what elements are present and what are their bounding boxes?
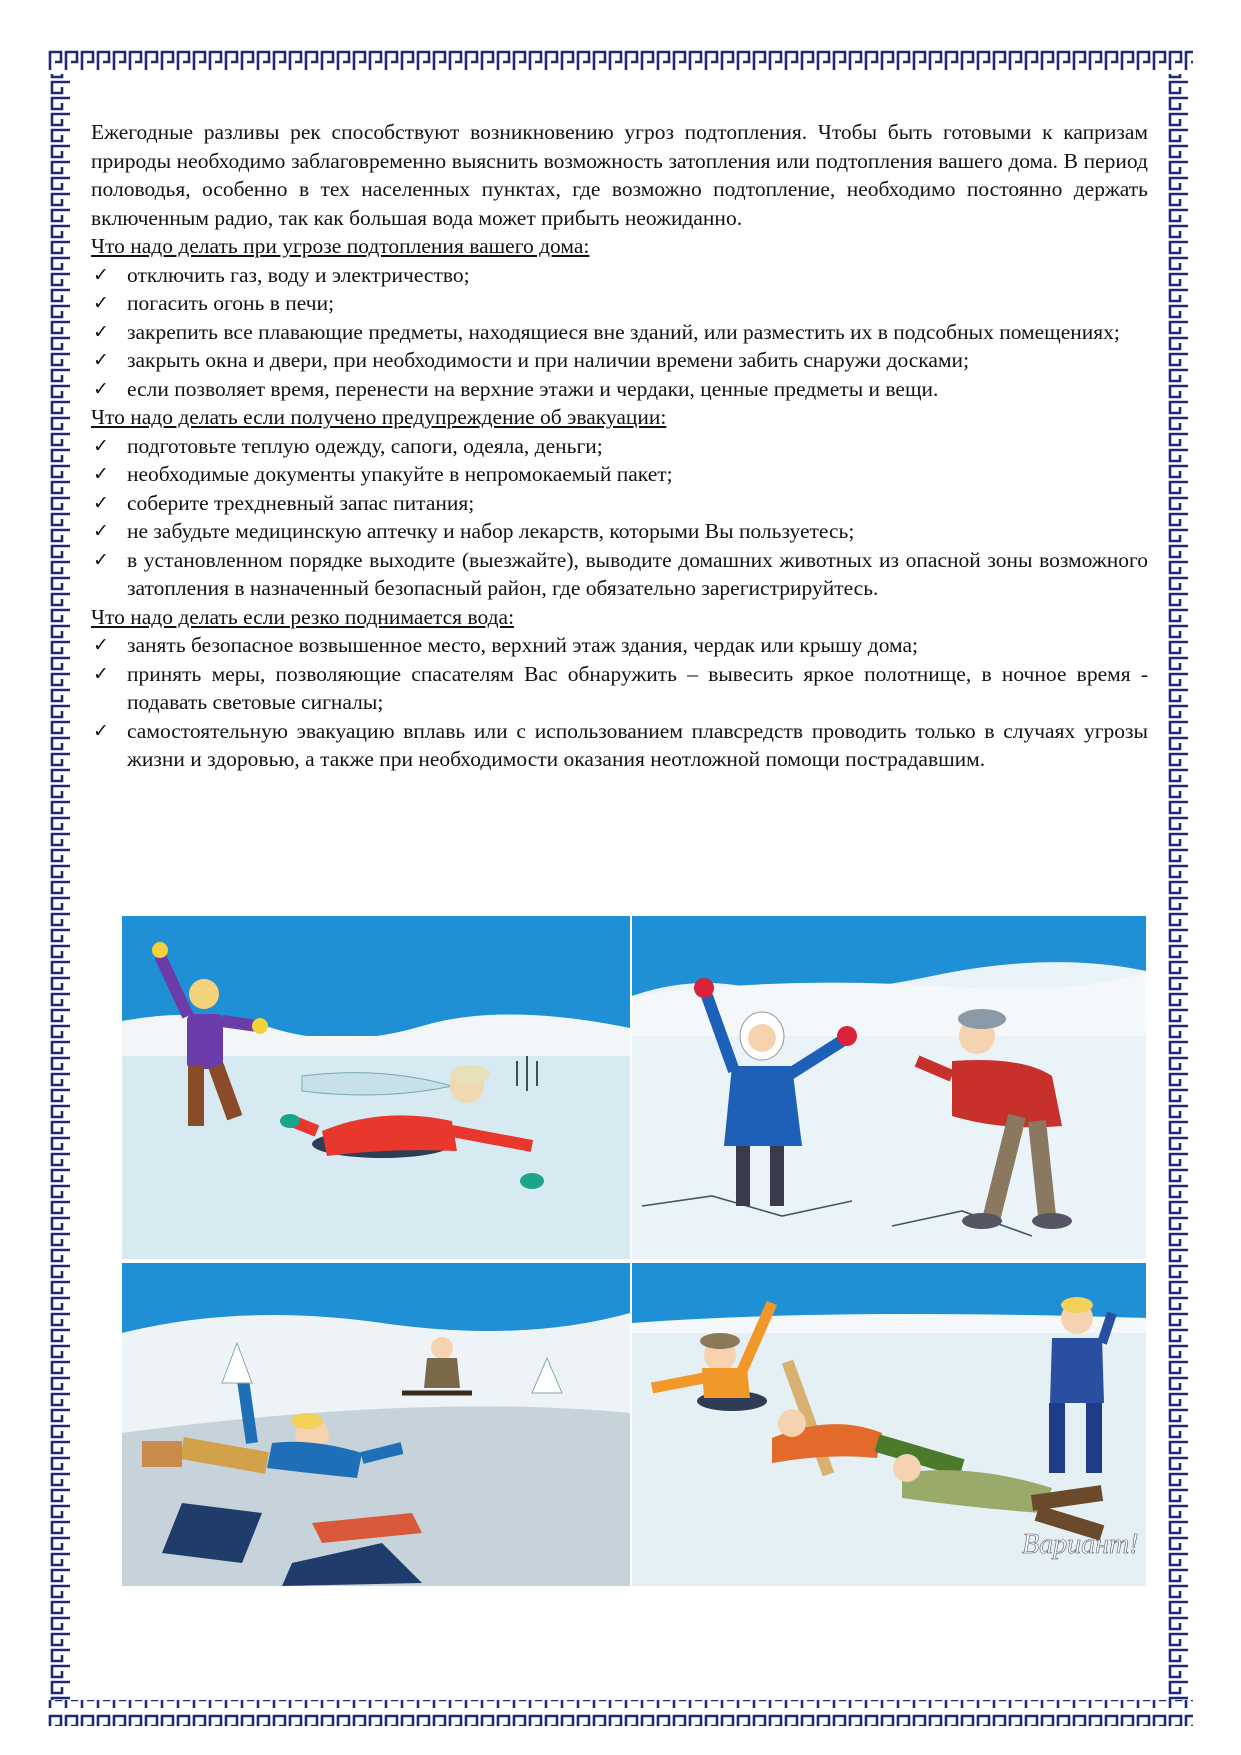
- illustration-cracking-ice: [632, 916, 1146, 1259]
- list-item: ✓ закрыть окна и двери, при необходимости и при наличии времени забить снаружи досками;: [91, 346, 1148, 375]
- list-item: ✓ если позволяет время, перенести на верхние этажи и чердаки, ценные предметы и вещи.: [91, 375, 1148, 404]
- list-item: ✓ подготовьте теплую одежду, сапоги, одеяла, деньги;: [91, 432, 1148, 461]
- checkmark-icon: ✓: [93, 548, 109, 571]
- watermark-text: Вариант!: [1022, 1529, 1139, 1560]
- list-item: ✓ самостоятельную эвакуацию вплавь или с использованием плавсредств проводить только в случаях угрозы жизни и здоровью, а также при необходимости оказания неотложной помощи пострадавшим.: [91, 717, 1148, 774]
- list-item: ✓ необходимые документы упакуйте в непромокаемый пакет;: [91, 460, 1148, 489]
- illustration-ice-rescue: [632, 1263, 1146, 1586]
- intro-paragraph: Ежегодные разливы рек способствуют возникновению угроз подтопления. Чтобы быть готовыми к капризам природы необходимо заблаговременно выяснить возможность затопления или подтопления вашего дома. В период половодья, особенно в тех населенных пунктах, где возможно подтопление, необходимо постоянно держать включенным радио, так как большая вода может прибыть неожиданно.: [91, 120, 1148, 230]
- illustration-fell-through-ice: [122, 916, 630, 1259]
- document-body: [91, 118, 1148, 774]
- list-item: ✓ закрепить все плавающие предметы, находящиеся вне зданий, или разместить их в подсобных помещениях;: [91, 318, 1148, 347]
- checkmark-icon: ✓: [93, 634, 109, 656]
- list-item: ✓ погасить огонь в печи;: [91, 289, 1148, 318]
- list-item: ✓ принять меры, позволяющие спасателям Вас обнаружить – вывесить яркое полотнище, в ночное время - подавать световые сигналы;: [91, 660, 1148, 717]
- list-item: ✓ соберите трехдневный запас питания;: [91, 489, 1148, 518]
- checkmark-icon: ✓: [93, 491, 109, 514]
- checklist-rising-water: [91, 631, 1148, 774]
- section-heading-evacuation: Что надо делать если получено предупреждение об эвакуации:: [91, 405, 667, 429]
- checklist-evacuation: [91, 432, 1148, 603]
- list-item: ✓ занять безопасное возвышенное место, верхний этаж здания, чердак или крышу дома;: [91, 631, 1148, 660]
- checkmark-icon: ✓: [93, 520, 109, 542]
- checkmark-icon: ✓: [93, 377, 109, 400]
- checkmark-icon: ✓: [93, 662, 109, 685]
- checkmark-icon: ✓: [93, 719, 109, 742]
- illustration-sled-accident: [122, 1263, 630, 1586]
- checkmark-icon: ✓: [93, 463, 109, 485]
- checkmark-icon: ✓: [93, 434, 109, 457]
- checkmark-icon: ✓: [93, 263, 109, 286]
- list-item: ✓ отключить газ, воду и электричество;: [91, 261, 1148, 290]
- illustrations-grid: [122, 916, 1146, 1586]
- checkmark-icon: ✓: [93, 320, 109, 343]
- section-heading-threat: Что надо делать при угрозе подтопления вашего дома:: [91, 234, 590, 258]
- checkmark-icon: ✓: [93, 292, 109, 314]
- list-item: ✓ не забудьте медицинскую аптечку и набор лекарств, которыми Вы пользуетесь;: [91, 517, 1148, 546]
- section-heading-rising-water: Что надо делать если резко поднимается вода:: [91, 604, 515, 629]
- list-item: ✓ в установленном порядке выходите (выезжайте), выводите домашних животных из опасной зоны возможного затопления в назначенный безопасный район, где обязательно зарегистрируйтесь.: [91, 546, 1148, 603]
- checkmark-icon: ✓: [93, 349, 109, 371]
- checklist-threat: [91, 261, 1148, 404]
